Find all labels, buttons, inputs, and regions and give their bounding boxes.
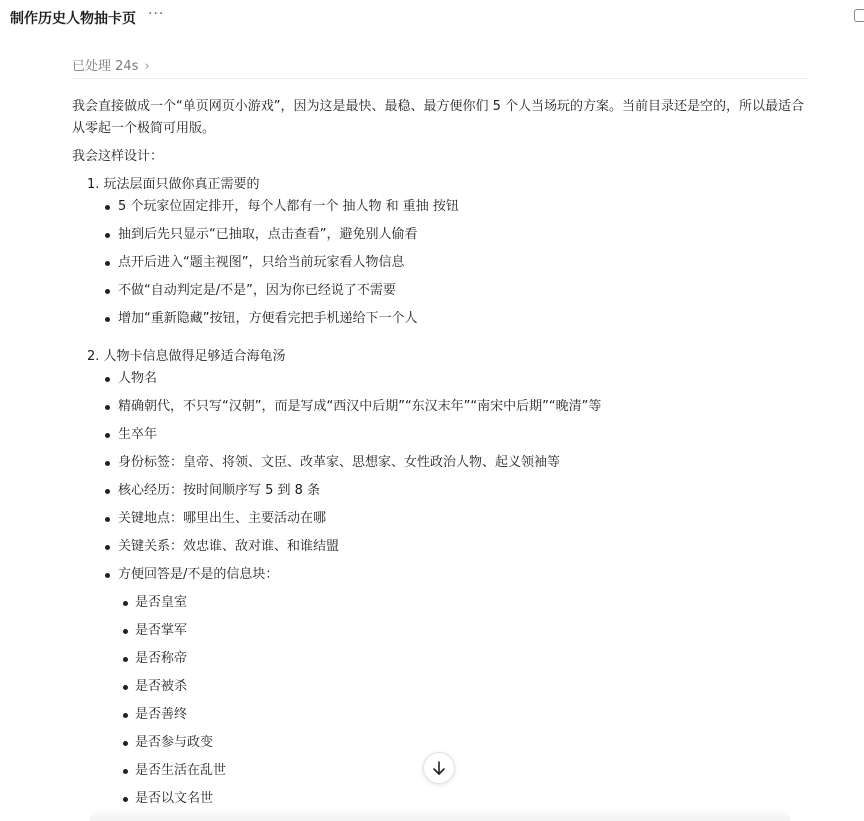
list-item: 5 个玩家位固定排开，每个人都有一个 抽人物 和 重抽 按钮: [72, 196, 808, 224]
list-item: 关键地点：哪里出生、主要活动在哪: [72, 508, 808, 536]
scroll-to-bottom-button[interactable]: [423, 752, 455, 784]
arrow-down-icon: [432, 760, 446, 776]
list-item: 点开后进入“题主视图”，只给当前玩家看人物信息: [72, 252, 808, 280]
chevron-right-icon: ›: [144, 59, 150, 74]
sub-list-item: 是否善终: [72, 704, 808, 732]
list-item: 生卒年: [72, 424, 808, 452]
list-item: 身份标签：皇帝、将领、文臣、改革家、思想家、女性政治人物、起义领袖等: [72, 452, 808, 480]
sub-list-item: 是否皇室: [72, 592, 808, 620]
top-bar: [0, 0, 864, 36]
input-box-edge: [90, 808, 790, 821]
list-item: 抽到后先只显示“已抽取，点击查看”，避免别人偷看: [72, 224, 808, 252]
section-list: [72, 196, 808, 336]
more-options-button[interactable]: ···: [148, 6, 165, 22]
sub-list-item: 是否掌军: [72, 620, 808, 648]
intro-paragraph: 我会直接做成一个“单页网页小游戏”，因为这是最快、最稳、最方便你们 5 个人当场玩的方案。当前目录还是空的，所以最适合从零起一个极简可用版。: [72, 99, 805, 136]
section-title: 2. 人物卡信息做得足够适合海龟汤: [87, 349, 286, 364]
thinking-toggle[interactable]: [72, 55, 150, 74]
design-intro: 我会这样设计：: [72, 149, 164, 164]
sub-list-item: 是否参与政变: [72, 732, 808, 760]
sub-list-item: 是否以文名世: [72, 788, 808, 816]
section-title: 1. 玩法层面只做你真正需要的: [87, 177, 260, 192]
conversation-title: 制作历史人物抽卡页: [10, 11, 136, 27]
sub-list-item: 是否被杀: [72, 676, 808, 704]
section-list: [72, 368, 808, 592]
sub-list-item: 是否生活在乱世: [72, 760, 808, 788]
list-item: 增加“重新隐藏”按钮，方便看完把手机递给下一个人: [72, 308, 808, 336]
list-item: 方便回答是/不是的信息块：: [72, 564, 808, 592]
list-item: 核心经历：按时间顺序写 5 到 8 条: [72, 480, 808, 508]
divider: [72, 78, 808, 79]
sub-list-item: 是否称帝: [72, 648, 808, 676]
panel-toggle-icon[interactable]: [854, 9, 864, 22]
list-item: 精确朝代，不只写“汉朝”，而是写成“西汉中后期”“东汉末年”“南宋中后期”“晚清”等: [72, 396, 808, 424]
assistant-message: [72, 96, 808, 816]
list-item: 不做“自动判定是/不是”，因为你已经说了不需要: [72, 280, 808, 308]
list-item: 人物名: [72, 368, 808, 396]
list-item: 关键关系：效忠谁、敌对谁、和谁结盟: [72, 536, 808, 564]
thinking-label: 已处理 24s: [72, 59, 139, 74]
